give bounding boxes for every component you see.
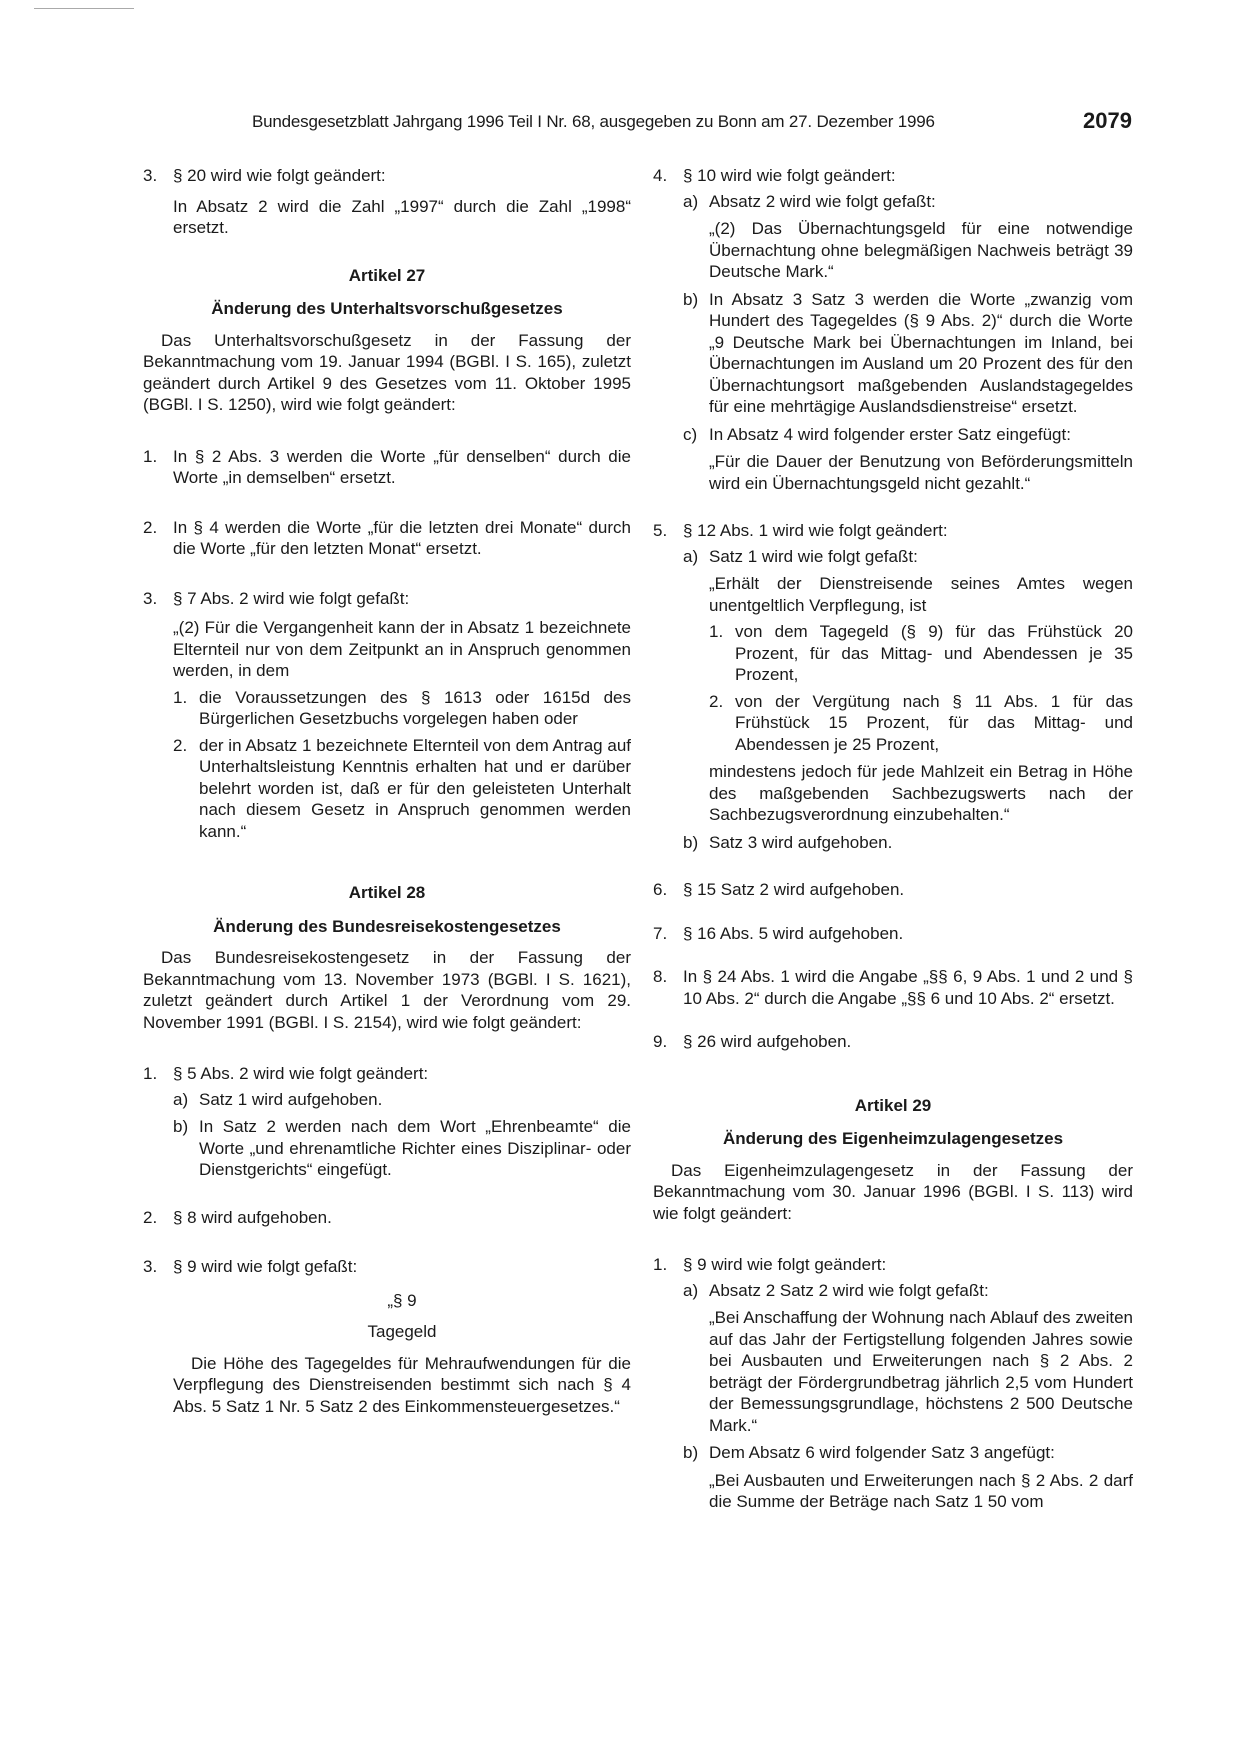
item-lead: § 12 Abs. 1 wird wie folgt geändert: [683, 521, 948, 540]
item-lead: § 7 Abs. 2 wird wie folgt gefaßt: [173, 588, 410, 608]
article-29-title: Änderung des Eigenheimzulagengesetzes [722, 1129, 1064, 1148]
list-item [653, 165, 1133, 494]
sub-item [683, 289, 1133, 418]
item-number: 5. [653, 521, 668, 540]
item-number: 1. [143, 446, 158, 466]
sub-letter: b) [683, 1443, 699, 1462]
sub-letter: b) [683, 289, 699, 309]
item-lead: § 10 wird wie folgt geändert: [683, 166, 896, 185]
item-number: 4. [653, 166, 668, 185]
sub-item [683, 1442, 1133, 1513]
page-header [252, 108, 1132, 140]
sub-item [683, 424, 1133, 495]
sub-text: Satz 1 wird wie folgt gefaßt: [709, 546, 918, 566]
quote-text: „Bei Anschaffung der Wohnung nach Ablauf des zweiten auf das Jahr der Fertigstellung folgenden Jahres sowie bei Ausbauten und Erweiterungen nach § 2 Abs. 2 beträgt der Fördergrundbetrag jährlich 2,5 vom Hundert der Bemessungsgrundlage, höchstens 2 500 Deutsche Mark.“ [709, 1308, 1133, 1435]
sub-letter: a) [683, 546, 699, 566]
nested-text: von der Vergütung nach § 11 Abs. 1 für das Frühstück 15 Prozent, für das Mittag- und Abendessen je 25 Prozent, [735, 691, 1133, 754]
nested-text: die Voraussetzungen des § 1613 oder 1615d des Bürgerlichen Gesetzbuchs vorgelegen haben oder [199, 687, 631, 728]
item-number: 7. [653, 923, 668, 943]
paragraph-number: „§ 9 [387, 1290, 417, 1310]
quote-text: „Bei Ausbauten und Erweiterungen nach § 2 Abs. 2 darf die Summe der Beträge nach Satz 1 50 vom [709, 1470, 1133, 1511]
article-28-title: Änderung des Bundesreisekostengesetzes [213, 916, 561, 936]
quote-text: „Für die Dauer der Benutzung von Beförderungsmitteln wird ein Übernachtungsgeld nicht gezahlt.“ [709, 452, 1133, 493]
sub-text: In Absatz 4 wird folgender erster Satz eingefügt: [709, 424, 1071, 444]
nested-number: 2. [173, 735, 188, 755]
article-27-heading: Artikel 27 [348, 265, 426, 285]
page-number: 2079 [1083, 108, 1132, 133]
sub-text: Satz 1 wird aufgehoben. [199, 1089, 383, 1109]
nested-text: von dem Tagegeld (§ 9) für das Frühstück 20 Prozent, für das Mittag- und Abendessen je 35 Prozent, [735, 622, 1133, 684]
item-lead: § 9 wird wie folgt geändert: [683, 1255, 887, 1274]
item-text: § 26 wird aufgehoben. [683, 1032, 852, 1051]
header-text: Bundesgesetzblatt Jahrgang 1996 Teil I Nr. 68, ausgegeben zu Bonn am 27. Dezember 1996 [252, 112, 935, 131]
sub-letter: a) [683, 191, 699, 211]
paragraph-text: Die Höhe des Tagegeldes für Mehraufwendungen für die Verpflegung des Dienstreisenden bestimmt sich nach § 4 Abs. 5 Satz 1 Nr. 5 Satz 2 des Einkommensteuergesetzes.“ [173, 1353, 631, 1416]
nested-item [173, 687, 631, 730]
quote-tail: mindestens jedoch für jede Mahlzeit ein Betrag in Höhe des maßgebenden Sachbezugswerts nach der Sachbezugsverordnung einzubehalten.“ [709, 762, 1133, 824]
list-item [653, 966, 1133, 1009]
sub-item [683, 191, 1133, 283]
article-29-heading: Artikel 29 [854, 1095, 932, 1115]
item-text: In Absatz 2 wird die Zahl „1997“ durch die Zahl „1998“ ersetzt. [173, 196, 631, 237]
nested-item [709, 621, 1133, 686]
quote-text: „(2) Für die Vergangenheit kann der in Absatz 1 bezeichnete Elternteil nur von dem Zeitpunkt an in Anspruch genommen werden, in dem [173, 618, 631, 680]
article-27-title: Änderung des Unterhaltsvorschußgesetzes [211, 299, 563, 318]
item-number: 6. [653, 880, 668, 899]
left-column [143, 165, 631, 1439]
article-28-intro: Das Bundesreisekostengesetz in der Fassung der Bekanntmachung vom 13. November 1973 (BGBl. I S. 1621), zuletzt geändert durch Artikel 1 der Verordnung vom 29. November 1991 (BGBl. I S. 2154), wird wie folgt geändert: [143, 948, 631, 1032]
nested-item [173, 735, 631, 843]
list-item [653, 520, 1133, 853]
item-text: In § 2 Abs. 3 werden die Worte „für denselben“ durch die Worte „in demselben“ ersetzt. [173, 446, 631, 487]
nested-text: der in Absatz 1 bezeichnete Elternteil von dem Antrag auf Unterhaltsleistung Kenntnis erhalten hat und er darüber belehrt worden ist, daß er für den geleisteten Unterhalt nach diesem Gesetz in Anspruch genommen werden kann.“ [199, 735, 631, 841]
item-lead: § 9 wird wie folgt gefaßt: [173, 1257, 358, 1276]
item-number: 8. [653, 967, 668, 986]
item-number: 3. [143, 166, 158, 185]
list-item [653, 1254, 1133, 1513]
list-item [653, 923, 1133, 945]
sub-item [683, 832, 1133, 854]
list-item [143, 1256, 631, 1417]
list-item [653, 1031, 1133, 1053]
sub-item [683, 1280, 1133, 1437]
nested-number: 1. [709, 622, 724, 641]
nested-number: 1. [173, 687, 188, 707]
item-number: 2. [143, 517, 158, 537]
item-text: In § 4 werden die Worte „für die letzten drei Monate“ durch die Worte „für den letzten Monat“ ersetzt. [173, 517, 631, 558]
sub-text: Dem Absatz 6 wird folgender Satz 3 angefügt: [709, 1443, 1055, 1462]
item-lead: § 20 wird wie folgt geändert: [173, 166, 386, 185]
sub-letter: b) [683, 832, 699, 852]
quote-text: „(2) Das Übernachtungsgeld für eine notwendige Übernachtung ohne belegmäßigen Nachweis beträgt 39 Deutsche Mark.“ [709, 219, 1133, 281]
item-number: 1. [653, 1255, 668, 1274]
item-text: § 15 Satz 2 wird aufgehoben. [683, 880, 905, 899]
item-number: 3. [143, 1257, 158, 1276]
item-text: § 8 wird aufgehoben. [173, 1207, 332, 1227]
nested-item [709, 691, 1133, 756]
sub-text: Absatz 2 Satz 2 wird wie folgt gefaßt: [709, 1280, 989, 1300]
sub-text: Absatz 2 wird wie folgt gefaßt: [709, 191, 936, 211]
sub-letter: c) [683, 424, 698, 444]
item-text: § 16 Abs. 5 wird aufgehoben. [683, 923, 904, 943]
sub-text: In Absatz 3 Satz 3 werden die Worte „zwanzig vom Hundert des Tagegeldes (§ 9 Abs. 2)“ durch die Worte „9 Deutsche Mark bei Übernachtungen im Inland, bei Übernachtungen im Ausland um 20 Prozent des für den Übernachtungsort maßgebenden Auslandstagegeldes für eine mehrtägige Auslandsdienstreise“ ersetzt. [709, 289, 1133, 416]
list-item [143, 165, 631, 239]
list-item [143, 517, 631, 560]
article-28-heading: Artikel 28 [348, 883, 426, 902]
sub-item [683, 546, 1133, 826]
sub-letter: b) [173, 1117, 189, 1136]
article-27-intro: Das Unterhaltsvorschußgesetz in der Fassung der Bekanntmachung vom 19. Januar 1994 (BGBl. I S. 165), zuletzt geändert durch Artikel 9 des Gesetzes vom 11. Oktober 1995 (BGBl. I S. 1250), wird wie folgt geändert: [143, 330, 631, 414]
sub-letter: a) [683, 1280, 699, 1300]
item-number: 2. [143, 1207, 158, 1227]
quote-text: „Erhält der Dienstreisende seines Amtes wegen unentgeltlich Verpflegung, ist [709, 574, 1133, 615]
list-item [143, 1207, 631, 1229]
paragraph-title: Tagegeld [367, 1322, 437, 1341]
item-number: 1. [143, 1064, 158, 1083]
right-column [653, 165, 1133, 1535]
item-number: 9. [653, 1032, 668, 1051]
sub-text: In Satz 2 werden nach dem Wort „Ehrenbeamte“ die Worte „und ehrenamtliche Richter eines Disziplinar- oder Dienstgerichts“ eingefügt. [199, 1117, 631, 1179]
scan-artifact-line [34, 8, 134, 9]
item-number: 3. [143, 588, 158, 608]
list-item [143, 1063, 631, 1181]
sub-letter: a) [173, 1089, 189, 1109]
article-29-intro: Das Eigenheimzulagengesetz in der Fassung der Bekanntmachung vom 30. Januar 1996 (BGBl. I S. 113) wird wie folgt geändert: [653, 1160, 1133, 1223]
list-item [143, 446, 631, 489]
sub-item [173, 1089, 631, 1111]
list-item [143, 588, 631, 843]
nested-number: 2. [709, 691, 724, 711]
item-text: In § 24 Abs. 1 wird die Angabe „§§ 6, 9 Abs. 1 und 2 und § 10 Abs. 2“ durch die Angabe „§§ 6 und 10 Abs. 2“ ersetzt. [683, 967, 1133, 1008]
list-item [653, 879, 1133, 901]
item-lead: § 5 Abs. 2 wird wie folgt geändert: [173, 1064, 429, 1083]
sub-item [173, 1116, 631, 1181]
sub-text: Satz 3 wird aufgehoben. [709, 832, 893, 852]
